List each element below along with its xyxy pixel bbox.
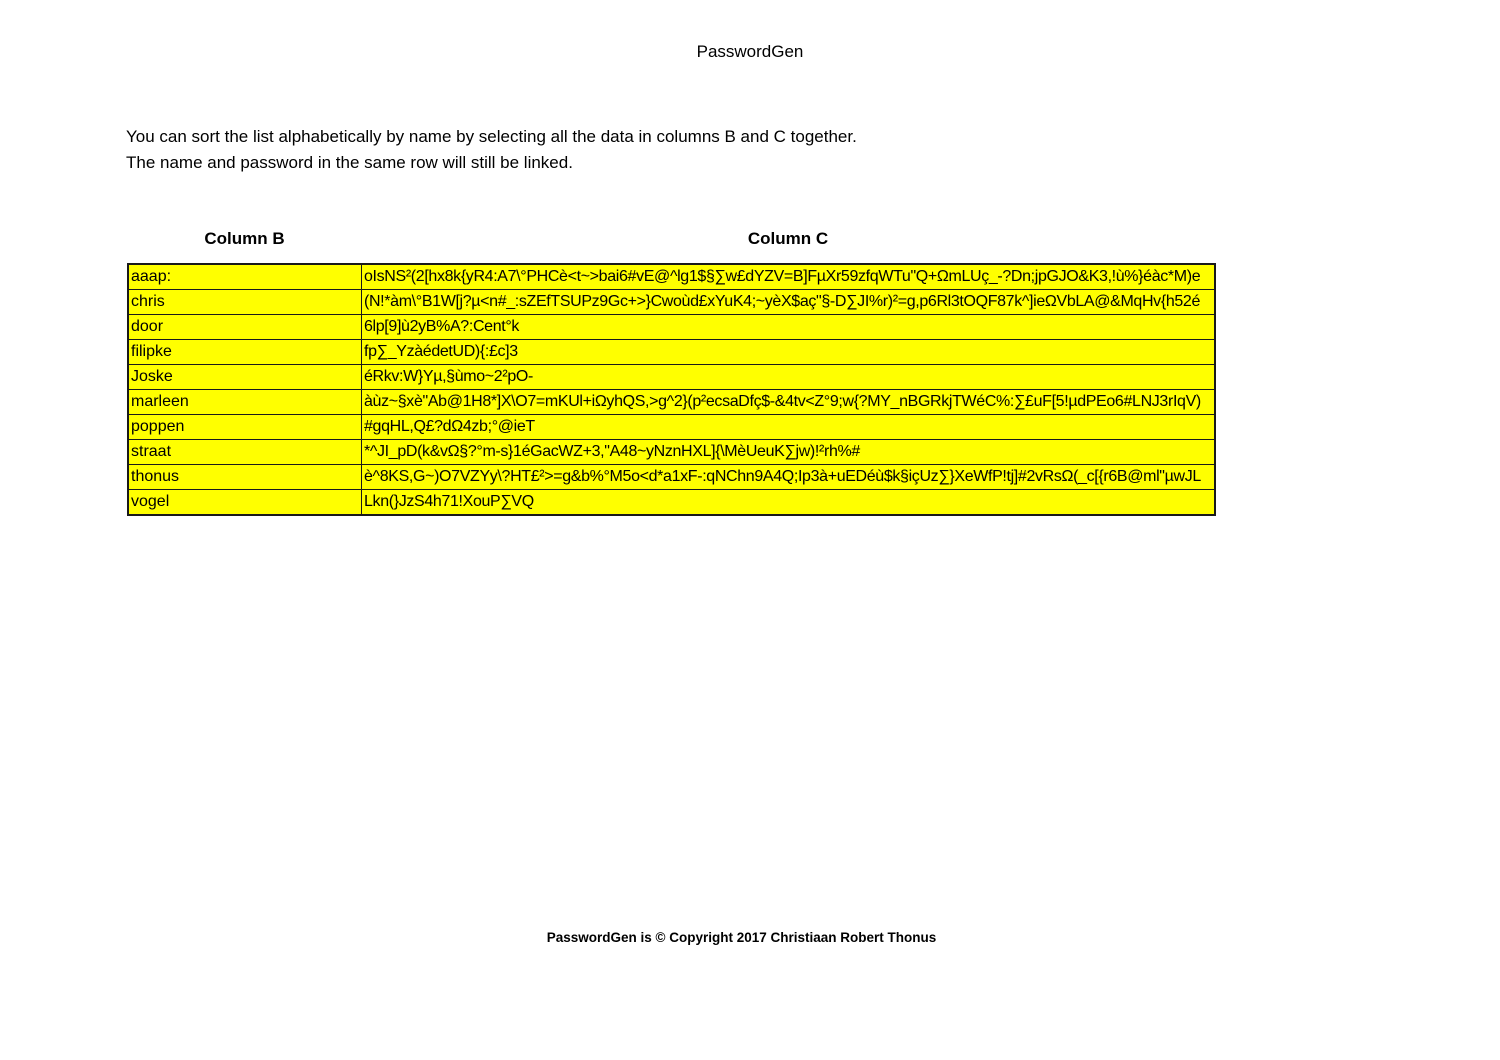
instructions-line-2: The name and password in the same row will still be linked.: [126, 153, 573, 172]
copyright-footer: PasswordGen is © Copyright 2017 Christiaan Robert Thonus: [546, 930, 937, 945]
table-row: [128, 264, 1215, 290]
name-cell[interactable]: filipke: [128, 340, 362, 365]
column-b-heading: Column B: [204, 229, 285, 248]
password-cell[interactable]: Lkn(}JzS4h71!XouP∑VQ: [362, 490, 1216, 516]
name-cell[interactable]: chris: [128, 290, 362, 315]
password-cell[interactable]: (N!*àm\°B1W[j?µ<n#_:sZEfTSUPz9Gc+>}Cwoùd£xYuK4;~yèX$aç"§-D∑JI%r)²=g,p6Rl3tOQF87k^]ieΩVbLA@&MqHv{h52é: [362, 290, 1216, 315]
password-cell[interactable]: éRkv:W}Yµ,§ùmo~2²pO-: [362, 365, 1216, 390]
name-cell[interactable]: vogel: [128, 490, 362, 516]
column-c-heading: Column C: [747, 229, 829, 248]
password-cell[interactable]: *^JI_pD(k&vΩ§?°m-s}1éGacWZ+3,"A48~yNznHXL]{\MèUeuK∑jw)!²rh%#: [362, 440, 1216, 465]
password-cell[interactable]: è^8KS,G~)O7VZYy\?HT£²>=g&b%°M5o<d*a1xF-:qNChn9A4Q;Ip3à+uEDéù$k§içUz∑}XeWfP!tj]#2vRsΩ(_c[{r6B@ml"µwJL: [362, 465, 1216, 490]
table-row: [128, 315, 1215, 340]
table-row: [128, 415, 1215, 440]
password-cell[interactable]: fp∑_YzàédetUD){:£c]3: [362, 340, 1216, 365]
name-cell[interactable]: straat: [128, 440, 362, 465]
password-cell[interactable]: 6lp[9]ù2yB%A?:Cent°k: [362, 315, 1216, 340]
name-cell[interactable]: poppen: [128, 415, 362, 440]
password-cell[interactable]: #gqHL,Q£?dΩ4zb;°@ieT: [362, 415, 1216, 440]
name-cell[interactable]: thonus: [128, 465, 362, 490]
table-row: [128, 490, 1215, 516]
password-table: [127, 263, 1216, 516]
page-header-title: PasswordGen: [696, 42, 804, 61]
password-cell[interactable]: àùz~§xè"Ab@1H8*]X\O7=mKUl+iΩyhQS,>g^2}(p²ecsaDfç$-&4tv<Z°9;w{?MY_nBGRkjTWéC%:∑£uF[5!µdPEo6#LNJ3rIqV): [362, 390, 1216, 415]
table-row: [128, 290, 1215, 315]
password-cell[interactable]: oIsNS²(2[hx8k{yR4:A7\°PHCè<t~>bai6#vE@^lg1$§∑w£dYZV=B]FµXr59zfqWTu"Q+ΩmLUç_-?Dn;jpGJO&K3,!ù%}éàc*M)e: [362, 264, 1216, 290]
name-cell[interactable]: door: [128, 315, 362, 340]
name-cell[interactable]: aaap:: [128, 264, 362, 290]
table-row: [128, 365, 1215, 390]
table-row: [128, 440, 1215, 465]
instructions-line-1: You can sort the list alphabetically by name by selecting all the data in columns B and C together.: [126, 127, 857, 146]
table-row: [128, 465, 1215, 490]
table-row: [128, 390, 1215, 415]
instructions: [126, 124, 1226, 176]
name-cell[interactable]: Joske: [128, 365, 362, 390]
table-row: [128, 340, 1215, 365]
name-cell[interactable]: marleen: [128, 390, 362, 415]
